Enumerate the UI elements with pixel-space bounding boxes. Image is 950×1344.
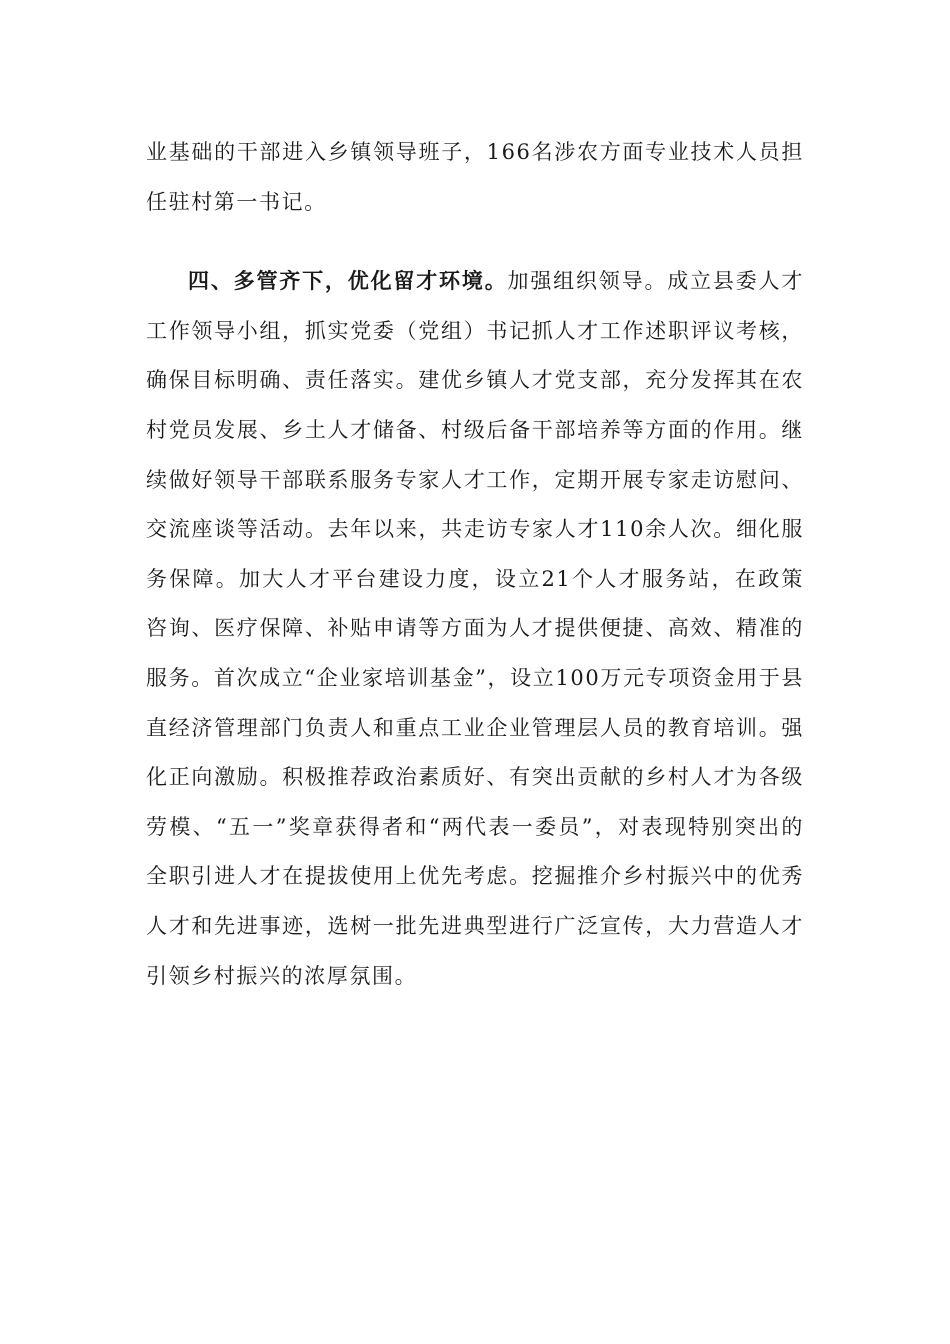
section-heading: 四、多管齐下，优化留才环境。 xyxy=(188,268,508,294)
document-body xyxy=(146,128,804,1001)
paragraph-continuation xyxy=(146,128,804,227)
paragraph-text: 业基础的干部进入乡镇领导班子，166名涉农方面专业技术人员担任驻村第一书记。 xyxy=(146,140,804,214)
paragraph-text: 加强组织领导。成立县委人才工作领导小组，抓实党委（党组）书记抓人才工作述职评议考核，确保目标明确、责任落实。建优乡镇人才党支部，充分发挥其在农村党员发展、乡土人才储备、村级后备干部培养等方面的作用。继续做好领导干部联系服务专家人才工作，定期开展专家走访慰问、交流座谈等活动。去年以来，共走访专家人才110余人次。细化服务保障。加大人才平台建设力度，设立21个人才服务站，在政策咨询、医疗保障、补贴申请等方面为人才提供便捷、高效、精准的服务。首次成立“企业家培训基金”，设立100万元专项资金用于县直经济管理部门负责人和重点工业企业管理层人员的教育培训。强化正向激励。积极推荐政治素质好、有突出贡献的乡村人才为各级劳模、“五一”奖章获得者和“两代表一委员”，对表现特别突出的全职引进人才在提拔使用上优先考虑。挖掘推介乡村振兴中的优秀人才和先进事迹，选树一批先进典型进行广泛宣传，大力营造人才引领乡村振兴的浓厚氛围。 xyxy=(146,269,804,988)
paragraph-section-four xyxy=(146,256,804,1001)
